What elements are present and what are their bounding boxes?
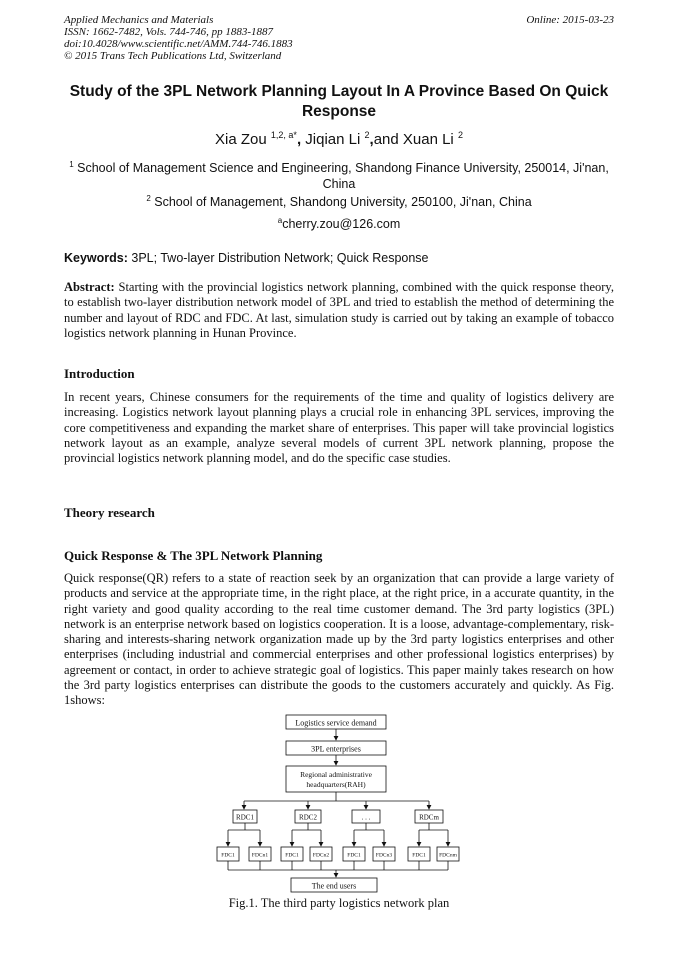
author-list: Xia Zou $^{1,2, a*}$, Jiqian Li $^2$,and Xuan Li $^2$ [215,130,463,148]
fdc-label-1: FDC1 [221,852,235,859]
quick-response-text: Quick response(QR) refers to a state of reaction seek by an organization that can provide a large variety of products and service at the appropriate time, in the right place, at the right price, in a accurate quantity, in the right variety and good quality according to the real time customer demand. The 3rd party logistics (3PL) network is an enterprise network based on logistics cooperation. It is a loose, advantage-complementary, risk-sharing and interests-sharing network organization made up by the 3rd party logistics enterprises and other enterprises (including industrial and commercial enterprises and other professional logistics enterprises) by agreement or contact, in order to achieve strategic goal of logistics. This paper mainly takes research on how the 3rd party logistics enterprises can distribute the goods to the customers accurately and quickly. As Fig. 1shows: [64,571,614,708]
fdc-label-4: FDCn2 [312,852,330,859]
issn-line: ISSN: 1662-7482, Vols. 744-746, pp 1883-1887 [64,26,273,38]
email-line [64,216,614,232]
rdc-dots-label: . . . [361,813,371,822]
introduction-heading: Introduction [64,366,135,381]
theory-research-heading: Theory research [64,505,155,520]
doi-line: doi:10.4028/www.scientific.net/AMM.744-746.1883 [64,38,293,50]
demand-label: Logistics service demand [295,718,377,728]
rdc1-label: RDC1 [236,813,254,822]
affiliation-1-line-2: China [322,177,356,191]
abstract-text: Starting with the provincial logistics network planning, combined with the quick response theory, to establish two-layer distribution network model of 3PL and tried to establish the method of determining the number and layout of RDC and FDC. At last, simulation study is carried out by taking an example of tobacco logistics network planning in Hunan Province. [64,280,614,340]
figure-caption: Fig.1. The third party logistics network plan [228,896,450,910]
rah-label-1: Regional administrative [300,770,372,779]
online-date: Online: 2015-03-23 [526,14,614,26]
abstract [64,280,614,341]
copyright-line: © 2015 Trans Tech Publications Ltd, Switzerland [64,50,282,62]
email-mark: a [277,215,283,225]
fdc-label-3: FDC1 [285,852,299,859]
keywords-label: Keywords: [64,251,128,265]
rah-label-2: headquarters(RAH) [306,780,366,789]
journal-name: Applied Mechanics and Materials [64,14,214,26]
author-2: Jiqian Li [305,131,361,148]
keywords-text: 3PL; Two-layer Distribution Network; Quick Response [131,251,429,265]
quick-response-heading: Quick Response & The 3PL Network Planning [64,548,323,563]
author-3-affiliation: 2 [457,130,463,140]
keywords [64,251,429,265]
fdc-label-2: FDCn1 [251,852,269,859]
paper-title [40,82,638,122]
fdc-label-6: FDCn3 [375,852,393,859]
affiliation-1 [64,160,614,192]
author-2-affiliation: 2 [364,130,370,140]
introduction-text: In recent years, Chinese consumers for the requirements of the time and quality of logistics delivery are increasing. Logistics network layout planning plays a crucial role in enhancing 3PL services, improving the core competitiveness and expanding the market share of enterprises. This paper will take provincial logistics network layout as an example, analyze several models of current 3PL network planning, propose the provincial logistics network planning model, and do the specific case studies. [64,390,614,466]
author-1: Xia Zou [215,131,267,148]
affiliation-2-mark: 2 [146,193,151,203]
fdc-label-8: FDCnm [439,852,457,859]
end-users-label: The end users [311,881,357,891]
title-line-2: Response [301,103,377,120]
email-address: cherry.zou@126.com [282,217,401,231]
enterprises-label: 3PL enterprises [311,744,361,754]
author-3: and Xuan Li [373,131,454,148]
affiliation-2-text: School of Management, Shandong University, 250100, Ji'nan, China [154,195,532,209]
affiliation-1-line-1: School of Management Science and Engineering, Shandong Finance University, 250014, Ji'nan, [77,161,609,175]
rdc2-label: RDC2 [299,813,317,822]
fdc-label-7: FDC1 [412,852,426,859]
title-line-1: Study of the 3PL Network Planning Layout In A Province Based On Quick [69,83,609,100]
journal-header [64,14,293,62]
affiliation-2 [64,194,614,210]
abstract-label: Abstract: [64,280,115,294]
affiliation-1-mark: 1 [69,159,74,169]
rdcm-label: RDCm [419,813,439,822]
author-1-affiliation: 1,2, a* [270,130,297,140]
fdc-label-5: FDC1 [347,852,361,859]
logistics-network-diagram [214,713,464,895]
